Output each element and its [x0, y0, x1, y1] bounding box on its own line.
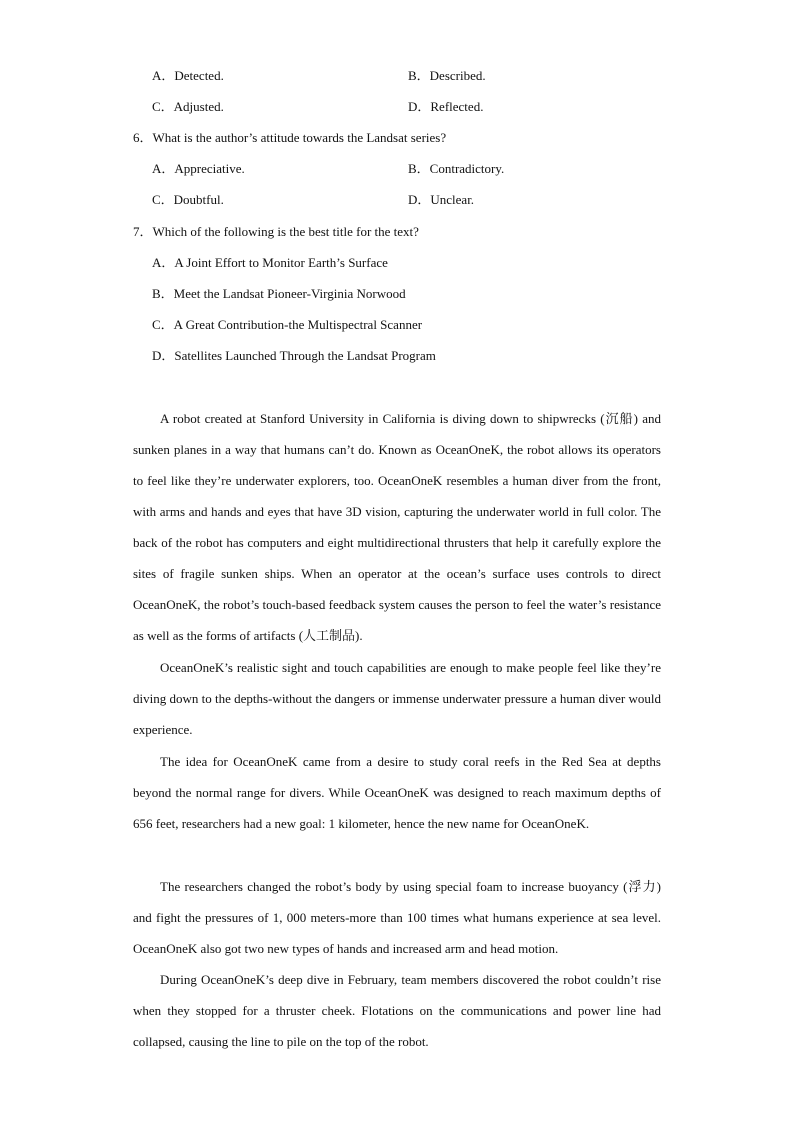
q6-option-d: D．Unclear. [408, 192, 475, 207]
passage-paragraph-2: OceanOneK’s realistic sight and touch capabilities are enough to make people feel like they’re diving down to the depths-without the dangers or immense underwater pressure a human diver would experience. [133, 660, 661, 737]
q7-question: 7．Which of the following is the best title for the text? [133, 224, 419, 239]
q7-option-b: B．Meet the Landsat Pioneer-Virginia Norwood [152, 286, 406, 301]
q5-option-d: D．Reflected. [408, 99, 484, 114]
q7-option-c: C．A Great Contribution-the Multispectral Scanner [152, 317, 423, 332]
q7-option-d: D．Satellites Launched Through the Landsat Program [152, 348, 436, 363]
passage-paragraph-1: A robot created at Stanford University in California is diving down to shipwrecks (沉船) and sunken planes in a way that humans can’t do. Known as OceanOneK, the robot allows its operators to feel like they’re underwater explorers, too. OceanOneK resembles a human diver from the front, with arms and hands and eyes that have 3D vision, capturing the underwater world in full color. The back of the robot has computers and eight multidirectional thrusters that help it carefully explore the sites of fragile sunken ships. When an operator at the ocean’s surface uses controls to direct OceanOneK, the robot’s touch-based feedback system causes the person to feel the water’s resistance as well as the forms of artifacts (人工制品). [133, 411, 661, 643]
q5-option-b: B．Described. [408, 68, 486, 83]
q6-question: 6．What is the author’s attitude towards the Landsat series? [133, 130, 447, 145]
q5-option-c: C．Adjusted. [152, 99, 224, 114]
q6-option-a: A．Appreciative. [152, 161, 245, 176]
passage-paragraph-3: The idea for OceanOneK came from a desire to study coral reefs in the Red Sea at depths beyond the normal range for divers. While OceanOneK was designed to reach maximum depths of 656 feet, researchers had a new goal: 1 kilometer, hence the new name for OceanOneK. [133, 754, 661, 831]
q6-option-c: C．Doubtful. [152, 192, 224, 207]
passage-paragraph-5: During OceanOneK’s deep dive in February, team members discovered the robot couldn’t rise when they stopped for a thruster cheek. Flotations on the communications and power line had collapsed, causing the line to pile on the top of the robot. [133, 972, 661, 1049]
q7-option-a: A．A Joint Effort to Monitor Earth’s Surface [152, 255, 388, 270]
passage-paragraph-4: The researchers changed the robot’s body by using special foam to increase buoyancy (浮力) and fight the pressures of 1, 000 meters-more than 100 times what humans experience at sea level. OceanOneK also got two new types of hands and increased arm and head motion. [133, 879, 661, 956]
q5-option-a: A．Detected. [152, 68, 224, 83]
q6-option-b: B．Contradictory. [408, 161, 505, 176]
